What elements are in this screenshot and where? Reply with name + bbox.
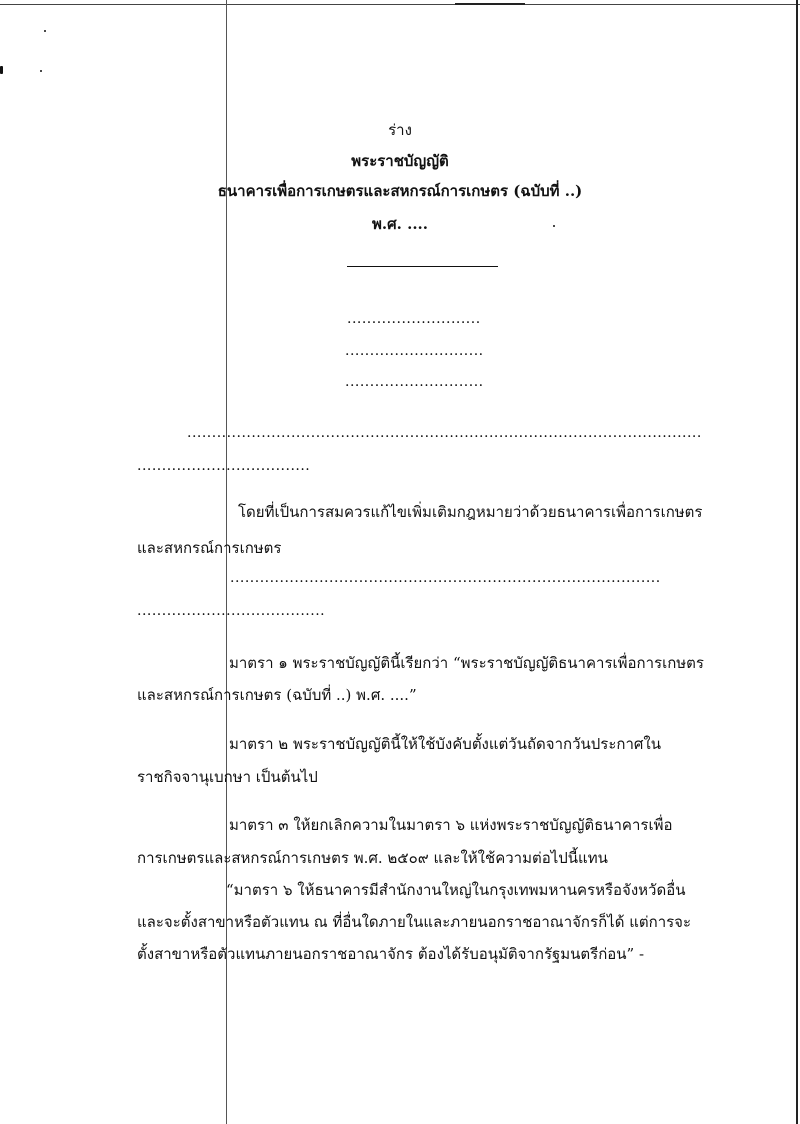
scan-speck — [44, 30, 46, 32]
act-title: พระราชบัญญัติ — [351, 152, 449, 170]
section-3-quote: และจะตั้งสาขาหรือตัวแทน ณ ที่อื่นใดภายในและภายนอกราชอาณาจักรก็ได้ แต่การจะ — [137, 913, 692, 931]
signature-dots: ............................ — [345, 374, 484, 390]
section-1-line: มาตรา ๑ พระราชบัญญัตินี้เรียกว่า “พระราชบัญญัติธนาคารเพื่อการเกษตร — [229, 654, 704, 672]
preamble-dots: ....................................................................................... — [230, 570, 661, 586]
preamble-line: และสหกรณ์การเกษตร — [137, 539, 282, 557]
preamble-dots: ........................................................................................................ — [187, 425, 702, 441]
signature-dots: ............................ — [345, 343, 484, 359]
section-1-line: และสหกรณ์การเกษตร (ฉบับที่ ..) พ.ศ. ....” — [137, 686, 417, 704]
scan-speck — [0, 66, 3, 74]
section-3-quote: ตั้งสาขาหรือตัวแทนภายนอกราชอาณาจักร ต้องได้รับอนุมัติจากรัฐมนตรีก่อน” - — [137, 945, 645, 963]
signature-dots: ........................... — [347, 311, 481, 327]
section-3-quote: “มาตรา ๖ ให้ธนาคารมีสำนักงานใหญ่ในกรุงเทพมหานครหรือจังหวัดอื่น — [226, 881, 686, 899]
scan-speck — [40, 70, 42, 72]
section-3-line: การเกษตรและสหกรณ์การเกษตร พ.ศ. ๒๕๐๙ และให้ใช้ความต่อไปนี้แทน — [137, 849, 608, 867]
scan-top-mark — [455, 3, 525, 5]
scan-top-edge — [0, 4, 800, 5]
preamble-line: โดยที่เป็นการสมควรแก้ไขเพิ่มเติมกฎหมายว่าด้วยธนาคารเพื่อการเกษตร — [238, 503, 703, 521]
act-year: พ.ศ. .... — [372, 215, 428, 233]
separator-line — [347, 266, 498, 267]
section-2-line: มาตรา ๒ พระราชบัญญัตินี้ให้ใช้บังคับตั้งแต่วันถัดจากวันประกาศใน — [229, 735, 661, 753]
section-3-line: มาตรา ๓ ให้ยกเลิกความในมาตรา ๖ แห่งพระราชบัญญัติธนาคารเพื่อ — [229, 816, 673, 834]
section-2-line: ราชกิจจานุเบกษา เป็นต้นไป — [137, 768, 318, 786]
preamble-dots: ...................................... — [137, 603, 326, 619]
draft-label: ร่าง — [388, 121, 412, 139]
act-name: ธนาคารเพื่อการเกษตรและสหกรณ์การเกษตร (ฉบับที่ ..) — [217, 182, 583, 200]
preamble-dots: ................................... — [137, 458, 311, 474]
